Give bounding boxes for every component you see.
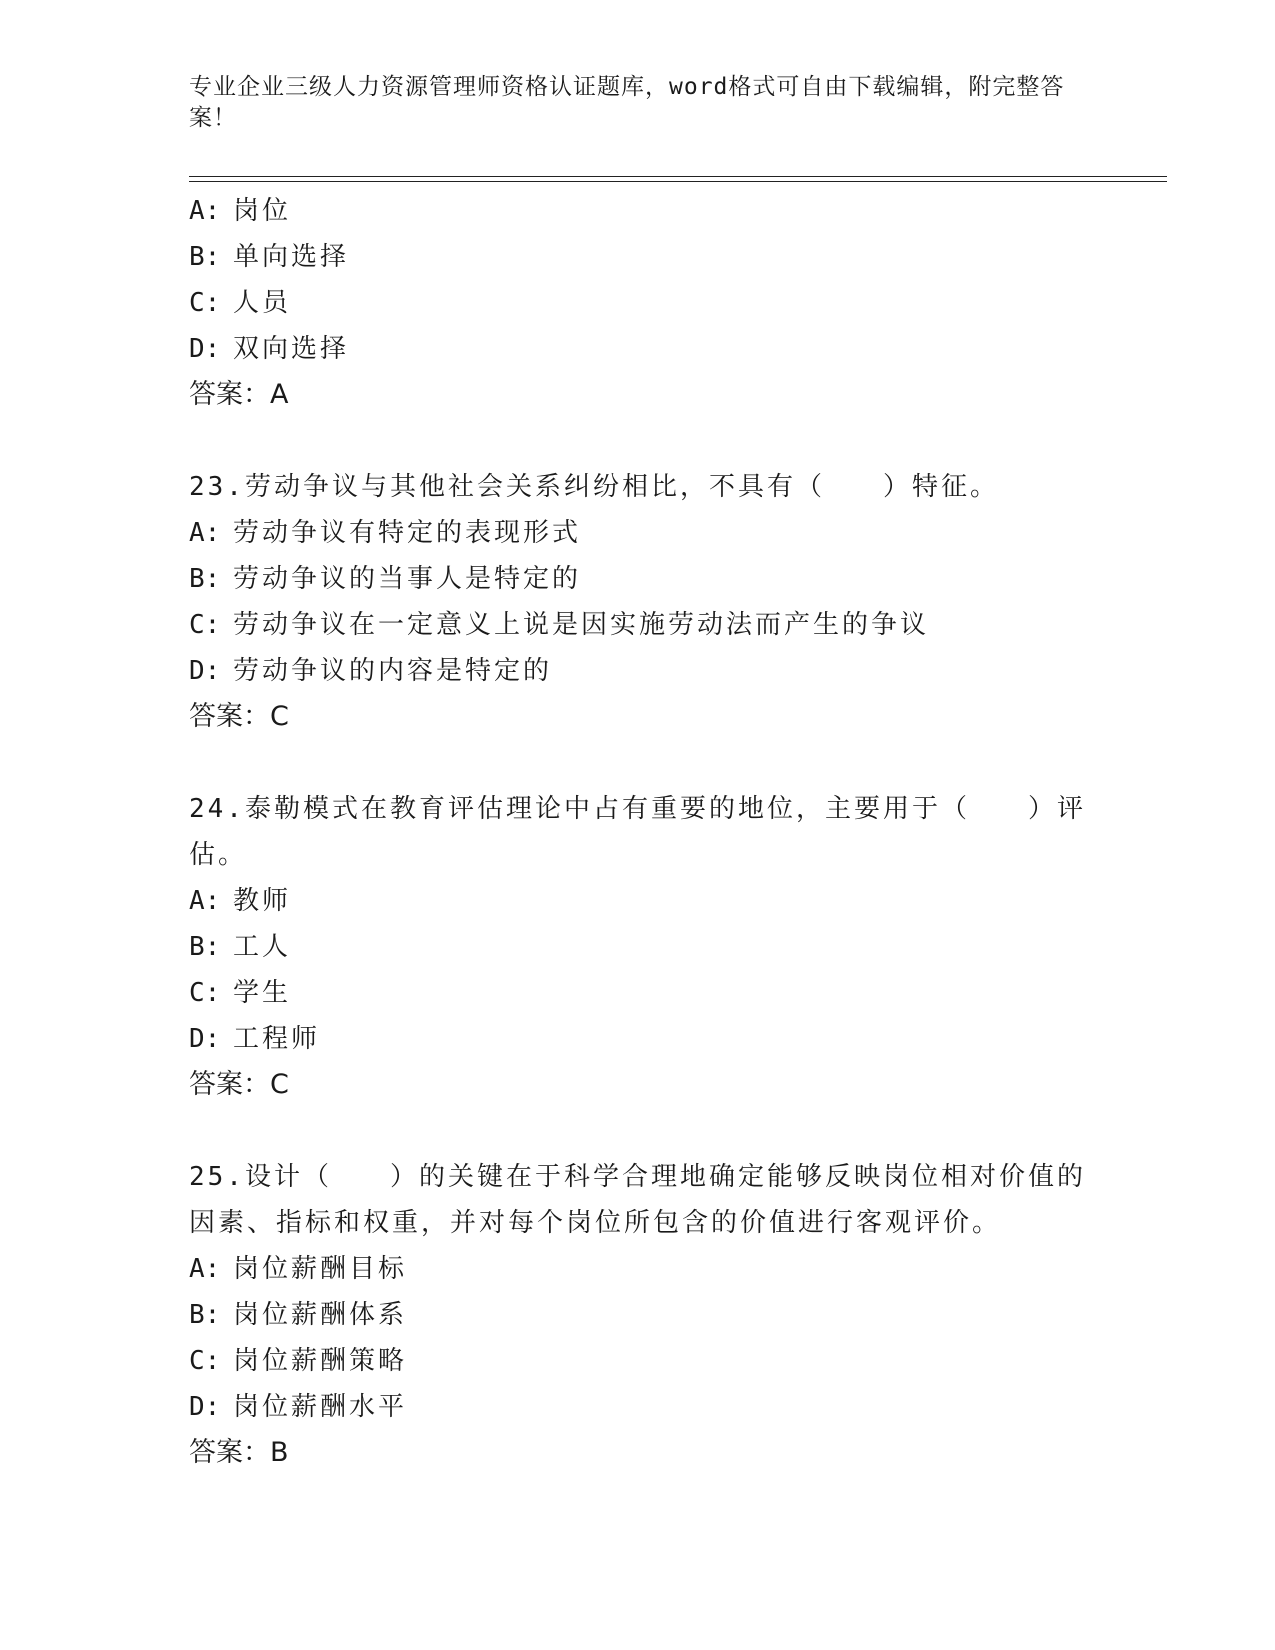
option-d [189, 326, 1089, 372]
option-text: 劳动争议的内容是特定的 [233, 656, 553, 686]
question-25 [189, 1154, 1089, 1476]
option-text: 人员 [233, 288, 292, 318]
option-letter: A: [189, 1254, 221, 1284]
question-23 [189, 464, 1089, 740]
option-a [189, 1246, 1089, 1292]
answer-line: 答案：C [189, 1069, 289, 1100]
option-letter: B: [189, 932, 221, 962]
option-text: 岗位 [233, 196, 292, 226]
option-d [189, 1016, 1089, 1062]
option-letter: C: [189, 978, 221, 1008]
option-c [189, 970, 1089, 1016]
option-text: 单向选择 [233, 242, 350, 272]
option-b [189, 924, 1089, 970]
option-b [189, 1292, 1089, 1338]
answer-line: 答案：C [189, 701, 289, 732]
option-c [189, 280, 1089, 326]
option-letter: A: [189, 518, 221, 548]
option-d [189, 1384, 1089, 1430]
option-letter: A: [189, 196, 221, 226]
option-letter: B: [189, 564, 221, 594]
option-text: 岗位薪酬体系 [233, 1300, 408, 1330]
option-text: 双向选择 [233, 334, 350, 364]
option-c [189, 602, 1089, 648]
option-text: 岗位薪酬策略 [233, 1346, 408, 1376]
option-text: 劳动争议有特定的表现形式 [233, 518, 582, 548]
header-divider-top [189, 176, 1167, 177]
question-22-continuation [189, 188, 1089, 418]
option-a [189, 510, 1089, 556]
question-24 [189, 786, 1089, 1108]
option-text: 工人 [233, 932, 292, 962]
question-stem: 24.泰勒模式在教育评估理论中占有重要的地位，主要用于（ ）评估。 [189, 794, 1086, 870]
option-letter: B: [189, 1300, 221, 1330]
option-c [189, 1338, 1089, 1384]
option-letter: C: [189, 610, 221, 640]
option-a [189, 188, 1089, 234]
option-b [189, 234, 1089, 280]
option-text: 岗位薪酬水平 [233, 1392, 408, 1422]
option-text: 教师 [233, 886, 292, 916]
header-divider-bottom [189, 181, 1167, 182]
option-letter: A: [189, 886, 221, 916]
question-stem: 25.设计（ ）的关键在于科学合理地确定能够反映岗位相对价值的因素、指标和权重，并对每个岗位所包含的价值进行客观评价。 [189, 1162, 1086, 1238]
option-text: 岗位薪酬目标 [233, 1254, 408, 1284]
option-letter: C: [189, 1346, 221, 1376]
option-letter: D: [189, 1024, 221, 1054]
option-d [189, 648, 1089, 694]
option-text: 劳动争议在一定意义上说是因实施劳动法而产生的争议 [233, 610, 930, 640]
answer-line: 答案：B [189, 1437, 289, 1468]
option-letter: D: [189, 334, 221, 364]
question-stem: 23.劳动争议与其他社会关系纠纷相比，不具有（ ）特征。 [189, 472, 999, 502]
option-letter: B: [189, 242, 221, 272]
option-a [189, 878, 1089, 924]
answer-line: 答案：A [189, 379, 289, 410]
document-header: 专业企业三级人力资源管理师资格认证题库，word格式可自由下载编辑，附完整答案！ [189, 74, 1065, 131]
option-text: 劳动争议的当事人是特定的 [233, 564, 582, 594]
option-letter: D: [189, 1392, 221, 1422]
option-text: 学生 [233, 978, 292, 1008]
option-text: 工程师 [233, 1024, 321, 1054]
question-list [189, 188, 1089, 1476]
option-letter: D: [189, 656, 221, 686]
option-b [189, 556, 1089, 602]
option-letter: C: [189, 288, 221, 318]
